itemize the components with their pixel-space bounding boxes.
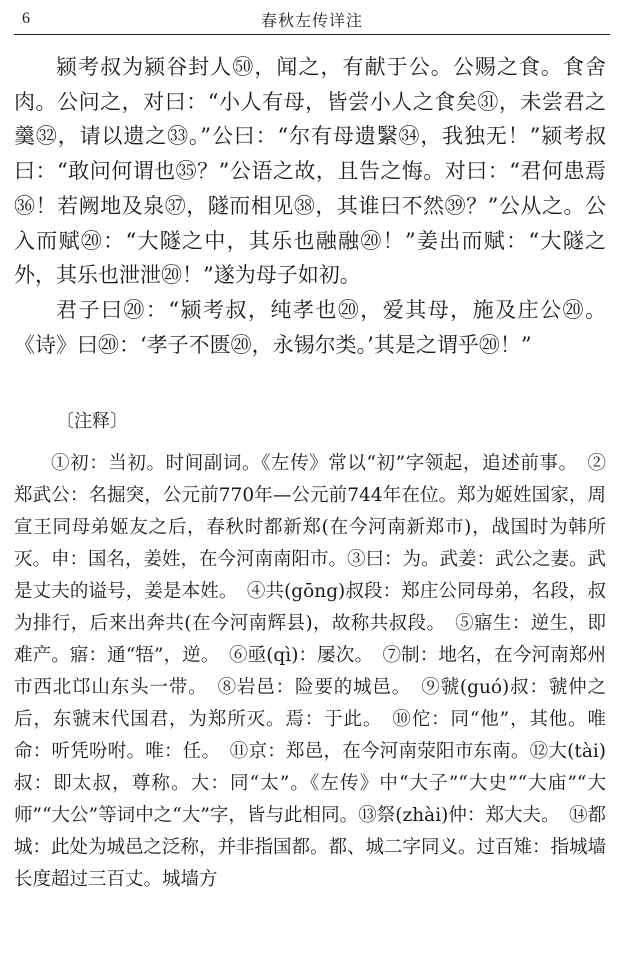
main-text — [14, 50, 606, 362]
notes-text: ①初：当初。时间副词。《左传》常以“初”字领起，追述前事。 ②郑武公：名掘突，公元前770年—公元前744年在位。郑为姬姓国家，周宣王同母弟姬友之后，春秋时都新郑(在今河南新郑市)，战国时为韩所灭。申：国名，姜姓，在今河南南阳市。③曰：为。武姜：武公之妻。武是丈夫的谥号，姜是本姓。 ④共(gōng)叔段：郑庄公同母弟，名段，叔为排行，后来出奔共(在今河南辉县)，故称共叔段。 ⑤寤生：逆生，即难产。寤：通“牾”，逆。 ⑥亟(qì)：屡次。 ⑦制：地名，在今河南郑州市西北邙山东头一带。 ⑧岩邑：险要的城邑。 ⑨虢(guó)叔：虢仲之后，东虢末代国君，为郑所灭。焉：于此。 ⑩佗：同“他”，其他。唯命：听凭吩咐。唯：任。 ⑪京：郑邑，在今河南荥阳市东南。⑫大(tài)叔：即太叔，尊称。大：同“太”。《左传》中“大子”“大史”“大庙”“大师”“大公”等词中之“大”字，皆与此相同。⑬祭(zhài)仲：郑大夫。 ⑭都城：此处为城邑之泛称，并非指国都。都、城二字同义。过百雉：指城墙长度超过三百丈。城墙方 — [14, 453, 607, 890]
page-header — [14, 0, 610, 35]
book-title: 春秋左传详注 — [260, 11, 363, 30]
notes-section — [14, 448, 606, 896]
main-paragraph-1: 颍考叔为颍谷封人㊿，闻之，有献于公。公赐之食。食舍肉。公问之，对曰：“小人有母，皆尝小人之食矣㉛，未尝君之羹㉜，请以遗之㉝。”公曰：“尔有母遗繄㉞，我独无！”颍考叔曰：“敢问何谓也㉟？”公语之故，且告之悔。对曰：“君何患焉㊱！若阙地及泉㊲，隧而相见㊳，其谁曰不然㊴？”公从之。公入而赋⑳：“大隧之中，其乐也融融⑳！”姜出而赋：“大隧之外，其乐也泄泄⑳！”遂为母子如初。 — [14, 55, 606, 288]
main-paragraph-2: 君子曰⑳：“颍考叔，纯孝也⑳，爱其母，施及庄公⑳。《诗》曰⑳：‘孝子不匮⑳，永锡尔类。’其是之谓乎⑳！” — [14, 297, 606, 357]
notes-heading: 〔注释〕 — [56, 411, 128, 432]
page-number: 6 — [22, 10, 30, 27]
